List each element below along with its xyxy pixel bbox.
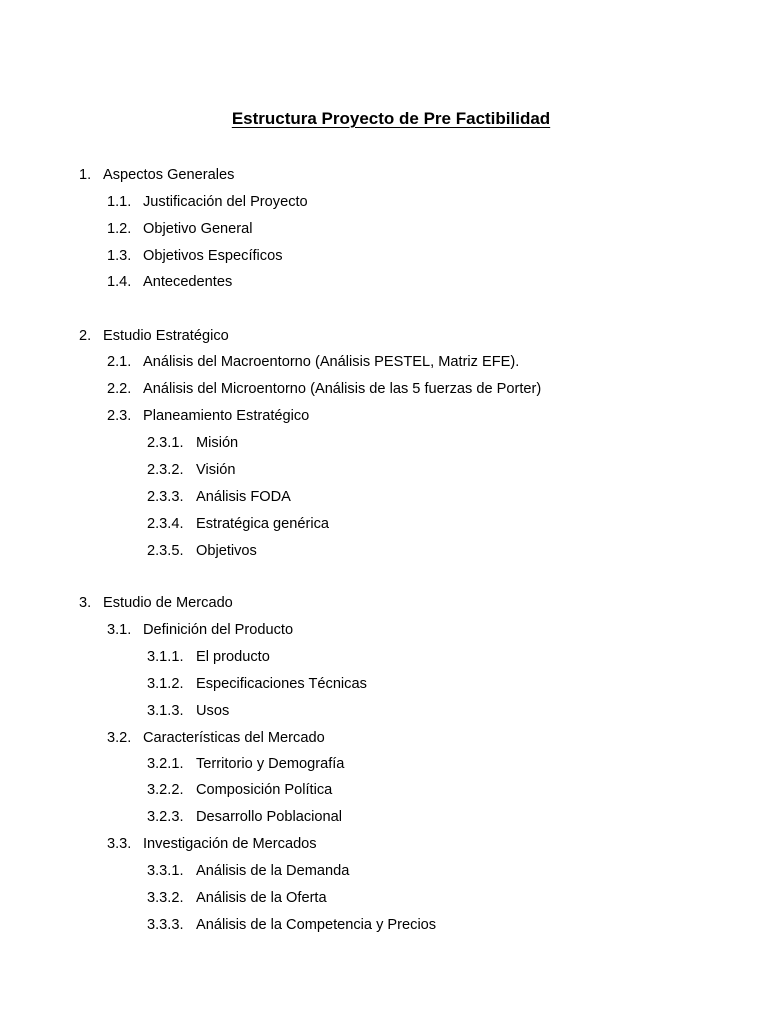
section-number: 2. — [79, 328, 92, 344]
subitem-number: 3.2.2. — [147, 782, 184, 798]
subitem-label: El producto — [196, 649, 270, 665]
subitem-number: 3.1.2. — [147, 676, 184, 692]
subitem-label: Usos — [196, 703, 230, 719]
subitem-number: 3.3.3. — [147, 917, 184, 933]
item-label: Objetivo General — [143, 221, 253, 237]
document-title: Estructura Proyecto de Pre Factibilidad — [231, 109, 551, 128]
section-label: Estudio de Mercado — [103, 595, 233, 611]
item-label: Análisis del Microentorno (Análisis de las 5 fuerzas de Porter) — [143, 381, 542, 397]
subitem-label: Misión — [196, 435, 239, 451]
item-number: 1.2. — [107, 221, 132, 237]
item-label: Características del Mercado — [143, 730, 325, 746]
subitem-number: 3.2.3. — [147, 809, 184, 825]
item-label: Planeamiento Estratégico — [143, 408, 310, 424]
section-label: Aspectos Generales — [103, 167, 235, 183]
item-label: Análisis del Macroentorno (Análisis PESTEL, Matriz EFE). — [143, 354, 520, 370]
item-label: Objetivos Específicos — [143, 248, 283, 264]
subitem-label: Objetivos — [196, 543, 257, 559]
subitem-label: Desarrollo Poblacional — [196, 809, 343, 825]
subitem-label: Análisis de la Competencia y Precios — [196, 917, 437, 933]
subitem-number: 3.2.1. — [147, 756, 184, 772]
subitem-number: 2.3.5. — [147, 543, 184, 559]
subitem-number: 2.3.2. — [147, 462, 184, 478]
section-number: 1. — [79, 167, 92, 183]
item-number: 3.1. — [107, 622, 132, 638]
subitem-number: 2.3.1. — [147, 435, 184, 451]
item-label: Antecedentes — [143, 274, 233, 290]
item-number: 1.3. — [107, 248, 132, 264]
subitem-number: 3.1.3. — [147, 703, 184, 719]
section-label: Estudio Estratégico — [103, 328, 229, 344]
item-label: Justificación del Proyecto — [143, 194, 308, 210]
subitem-label: Especificaciones Técnicas — [196, 676, 367, 692]
subitem-number: 3.3.1. — [147, 863, 184, 879]
subitem-number: 3.3.2. — [147, 890, 184, 906]
subitem-label: Estratégica genérica — [196, 516, 330, 532]
subitem-number: 2.3.4. — [147, 516, 184, 532]
item-label: Investigación de Mercados — [143, 836, 317, 852]
subitem-number: 2.3.3. — [147, 489, 184, 505]
subitem-label: Análisis de la Demanda — [196, 863, 350, 879]
subitem-label: Visión — [196, 462, 236, 478]
subitem-label: Composición Política — [196, 782, 333, 798]
subitem-label: Territorio y Demografía — [196, 756, 345, 772]
item-number: 1.4. — [107, 274, 132, 290]
subitem-label: Análisis de la Oferta — [196, 890, 327, 906]
section-number: 3. — [79, 595, 92, 611]
item-label: Definición del Producto — [143, 622, 294, 638]
item-number: 2.3. — [107, 408, 132, 424]
subitem-number: 3.1.1. — [147, 649, 184, 665]
item-number: 2.2. — [107, 381, 132, 397]
subitem-label: Análisis FODA — [196, 489, 291, 505]
item-number: 3.3. — [107, 836, 132, 852]
item-number: 2.1. — [107, 354, 132, 370]
item-number: 3.2. — [107, 730, 132, 746]
item-number: 1.1. — [107, 194, 132, 210]
